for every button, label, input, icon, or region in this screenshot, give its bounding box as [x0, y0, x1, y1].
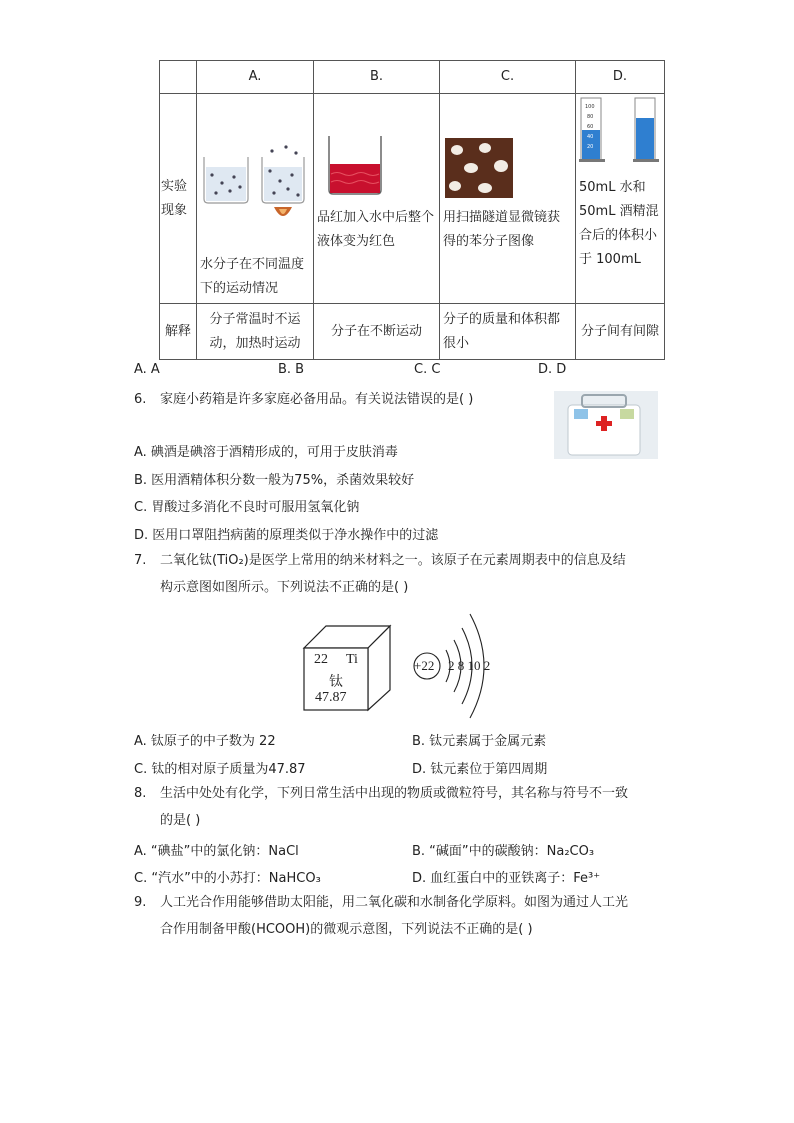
cell-d-text: 50mL 水和 50mL 酒精混合后的体积小于 100mL	[579, 180, 659, 267]
q7-option-d[interactable]: D. 钛元素位于第四周期	[412, 762, 548, 777]
q8-number: 8.	[134, 786, 147, 801]
q6-option-d[interactable]: D. 医用口罩阻挡病菌的原理类似于净水操作中的过滤	[134, 528, 439, 543]
q7-option-b[interactable]: B. 钛元素属于金属元素	[412, 734, 547, 749]
header-cell-a: A.	[197, 61, 314, 94]
cell-b-text: 品红加入水中后整个液体变为红色	[317, 210, 435, 249]
cell-d-explanation: 分子间有间隙	[576, 304, 665, 360]
beakers-illustration	[200, 141, 308, 231]
tick-label: 60	[587, 124, 594, 130]
cell-c-phenomenon	[440, 94, 576, 304]
q6-option-a[interactable]: A. 碘酒是碘溶于酒精形成的，可用于皮肤消毒	[134, 445, 398, 460]
cell-c-explanation: 分子的质量和体积都很小	[440, 304, 576, 360]
cell-c-text: 用扫描隧道显微镜获得的苯分子图像	[443, 210, 561, 249]
q7-stem-line2: 构示意图如图所示。下列说法不正确的是( )	[160, 580, 409, 595]
q5-option-a[interactable]: A. A	[134, 362, 160, 377]
element-atomic-number: 22	[314, 652, 328, 667]
q6-option-b[interactable]: B. 医用酒精体积分数一般为75%，杀菌效果较好	[134, 473, 415, 488]
q8-option-b[interactable]: B. “碱面”中的碳酸钠：Na₂CO₃	[412, 844, 595, 859]
q6-option-c[interactable]: C. 胃酸过多消化不良时可服用氢氧化钠	[134, 500, 360, 515]
cell-a-phenomenon	[197, 94, 314, 304]
q5-option-d[interactable]: D. D	[538, 362, 567, 377]
medicine-box-photo	[554, 391, 658, 459]
tick-label: 40	[587, 134, 594, 140]
q6-number: 6.	[134, 392, 147, 407]
cell-d-phenomenon	[576, 94, 665, 304]
experiment-table	[159, 60, 665, 360]
header-cell-d: D.	[576, 61, 665, 94]
row-label-phenomenon: 实验现象	[160, 94, 197, 304]
q6-stem: 家庭小药箱是许多家庭必备用品。有关说法错误的是( )	[160, 392, 474, 407]
row-label-explanation: 解释	[160, 304, 197, 360]
q7-stem-line1: 二氧化钛(TiO₂)是医学上常用的纳米材料之一。该原子在元素周期表中的信息及结	[160, 553, 626, 568]
q9-stem-line2: 合作用制备甲酸(HCOOH)的微观示意图，下列说法不正确的是( )	[160, 922, 533, 937]
header-cell-b: B.	[314, 61, 440, 94]
tick-label: 100	[585, 104, 595, 110]
beaker-red-illustration	[325, 134, 385, 196]
atom-nucleus-charge: +22	[414, 658, 435, 673]
cell-a-explanation: 分子常温时不运动，加热时运动	[197, 304, 314, 360]
table-row-phenomenon	[160, 94, 665, 304]
tick-label: 80	[587, 114, 594, 120]
q9-number: 9.	[134, 895, 147, 910]
benzene-stm-image	[445, 138, 513, 198]
table-header-row	[160, 61, 665, 94]
element-symbol: Ti	[346, 652, 358, 667]
q8-option-a[interactable]: A. “碘盐”中的氯化钠：NaCl	[134, 844, 299, 859]
element-name: 钛	[329, 674, 343, 690]
header-cell-empty	[160, 61, 197, 94]
header-cell-c: C.	[440, 61, 576, 94]
cell-b-phenomenon	[314, 94, 440, 304]
q7-option-a[interactable]: A. 钛原子的中子数为 22	[134, 734, 276, 749]
q7-option-c[interactable]: C. 钛的相对原子质量为47.87	[134, 762, 306, 777]
q5-option-b[interactable]: B. B	[278, 362, 305, 377]
q9-stem-line1: 人工光合作用能够借助太阳能，用二氧化碳和水制备化学原料。如图为通过人工光	[160, 895, 629, 910]
tick-label: 20	[587, 144, 594, 150]
atom-shell-electrons: 2 8 10 2	[448, 658, 491, 673]
graduated-cylinders-illustration	[579, 96, 661, 166]
q8-option-d[interactable]: D. 血红蛋白中的亚铁离子：Fe³⁺	[412, 871, 601, 886]
q8-option-c[interactable]: C. “汽水”中的小苏打：NaHCO₃	[134, 871, 321, 886]
q8-stem-line1: 生活中处处有化学，下列日常生活中出现的物质或微粒符号，其名称与符号不一致	[160, 786, 629, 801]
element-mass: 47.87	[315, 690, 347, 705]
cell-b-explanation: 分子在不断运动	[314, 304, 440, 360]
q5-option-c[interactable]: C. C	[414, 362, 441, 377]
table-row-explanation	[160, 304, 665, 360]
cell-a-text: 水分子在不同温度下的运动情况	[200, 257, 305, 296]
q8-stem-line2: 的是( )	[160, 813, 201, 828]
q7-number: 7.	[134, 553, 147, 568]
